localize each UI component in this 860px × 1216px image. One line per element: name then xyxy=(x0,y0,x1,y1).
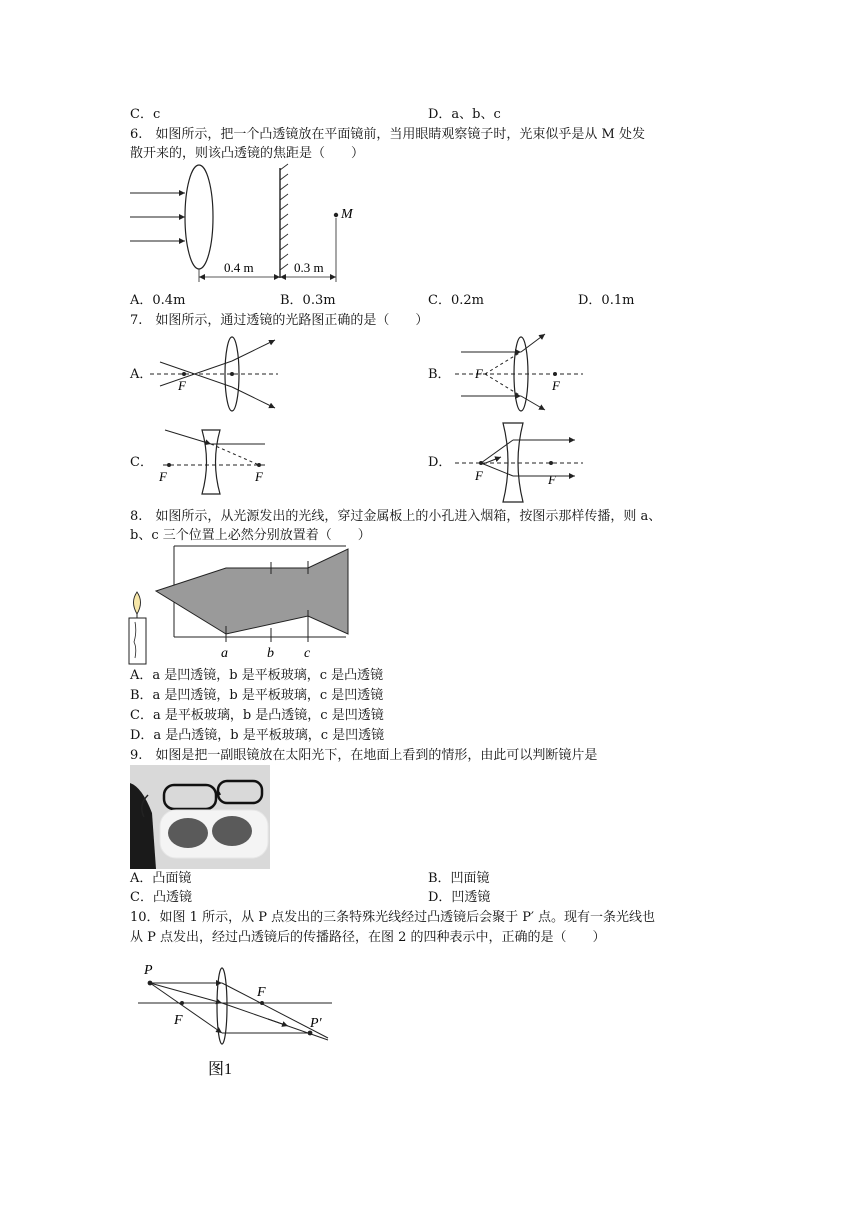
svg-text:F: F xyxy=(174,1013,183,1028)
q9-option-c: C．凸透镜 xyxy=(130,890,192,905)
svg-text:c: c xyxy=(304,646,311,661)
q8-option-b: B．a 是凹透镜，b 是平板玻璃，c 是凹透镜 xyxy=(130,688,384,703)
q8-option-d: D．a 是凸透镜，b 是平板玻璃，c 是凹透镜 xyxy=(130,728,385,743)
q6-figure xyxy=(130,160,360,285)
q7-label-d: D． xyxy=(428,455,452,470)
q9-option-d: D．凹透镜 xyxy=(428,890,491,905)
q8-option-c: C．a 是平板玻璃，b 是凸透镜，c 是凹透镜 xyxy=(130,708,384,723)
q10-stem-line1: 10．如图 1 所示，从 P 点发出的三条特殊光线经过凸透镜后会聚于 P′ 点。现有一条光线也 xyxy=(130,910,656,925)
q7-label-a: A． xyxy=(130,367,153,382)
q9-option-b: B．凹面镜 xyxy=(428,871,490,886)
q9-stem: 9. 如图是把一副眼镜放在太阳光下，在地面上看到的情形，由此可以判断镜片是 xyxy=(130,748,598,763)
q9-option-a: A．凸面镜 xyxy=(130,871,192,886)
svg-text:P′: P′ xyxy=(310,1016,322,1031)
q7-figure-c xyxy=(155,424,275,498)
mirror-hatch xyxy=(280,164,288,270)
point-m xyxy=(334,213,338,217)
q6-stem-line1: 6. 如图所示，把一个凸透镜放在平面镜前，当用眼睛观察镜子时，光束似乎是从 M 处发 xyxy=(130,127,645,142)
svg-text:F: F xyxy=(255,469,263,484)
q5-option-c: C．c xyxy=(130,107,161,122)
q7-figure-a xyxy=(150,332,280,412)
svg-text:F: F xyxy=(475,468,483,483)
q6-option-a: A．0.4m xyxy=(130,293,186,308)
q6-option-d: D．0.1m xyxy=(578,293,635,308)
svg-text:P: P xyxy=(144,963,153,978)
svg-text:F: F xyxy=(548,472,556,487)
svg-text:F: F xyxy=(178,378,186,393)
incoming-rays xyxy=(130,193,185,241)
svg-text:a: a xyxy=(221,646,228,661)
q6-option-c: C．0.2m xyxy=(428,293,484,308)
q10-stem-line2: 从 P 点发出，经过凸透镜后的传播路径，在图 2 的四种表示中，正确的是（ ） xyxy=(130,930,606,945)
q8-stem-line1: 8. 如图所示，从光源发出的光线，穿过金属板上的小孔进入烟箱，按图示那样传播，则 a、 xyxy=(130,509,662,524)
svg-text:F: F xyxy=(257,985,266,1000)
q6-option-b: B．0.3m xyxy=(280,293,336,308)
q7-label-b: B． xyxy=(428,367,451,382)
dist-label-2: 0.3 m xyxy=(294,260,324,275)
light-beam xyxy=(156,549,348,634)
svg-text:F: F xyxy=(159,469,167,484)
dist-label-1: 0.4 m xyxy=(224,260,254,275)
q10-figure-1 xyxy=(138,958,338,1080)
label-m: M xyxy=(341,207,353,222)
q9-glasses-photo xyxy=(130,765,270,869)
q6-stem-line2: 散开来的，则该凸透镜的焦距是（ ） xyxy=(130,146,365,161)
svg-text:b: b xyxy=(267,646,274,661)
q7-stem: 7. 如图所示，通过透镜的光路图正确的是（ ） xyxy=(130,313,429,328)
convex-lens xyxy=(185,165,213,269)
q7-label-c: C． xyxy=(130,455,153,470)
q5-option-d: D．a、b、c xyxy=(428,107,501,122)
q7-figure-d xyxy=(455,420,585,504)
svg-text:图1: 图1 xyxy=(208,1061,233,1078)
svg-text:F: F xyxy=(475,366,483,381)
q8-option-a: A．a 是凹透镜，b 是平板玻璃，c 是凸透镜 xyxy=(130,668,384,683)
svg-text:F: F xyxy=(552,378,560,393)
candle-icon xyxy=(129,592,146,664)
q7-figure-b xyxy=(455,332,585,412)
q8-stem-line2: b、c 三个位置上必然分别放置着（ ） xyxy=(130,528,371,543)
q8-figure xyxy=(126,544,352,668)
